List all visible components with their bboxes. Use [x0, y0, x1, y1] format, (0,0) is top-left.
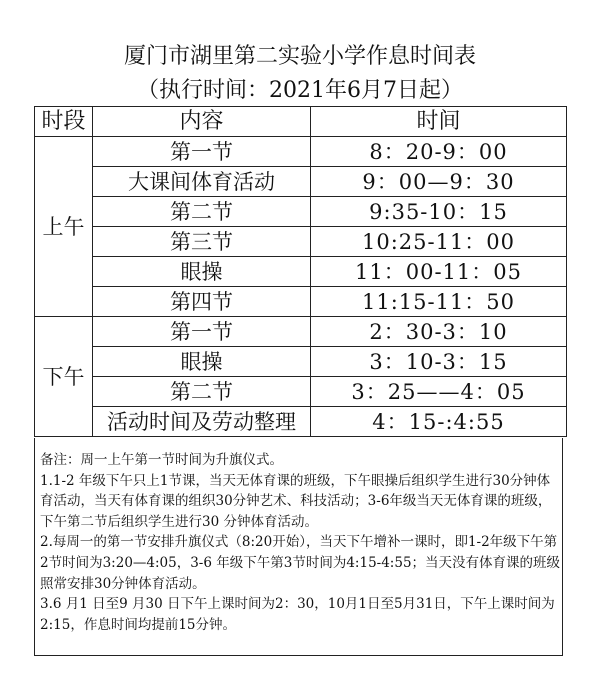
content-cell: 第一节 — [93, 317, 311, 347]
content-cell: 第一节 — [93, 137, 311, 167]
table-row — [35, 347, 567, 377]
content-cell: 第三节 — [93, 227, 311, 257]
page-subtitle: （执行时间：2021年6月7日起） — [137, 78, 463, 103]
header-time: 时间 — [311, 107, 567, 137]
header-content: 内容 — [93, 107, 311, 137]
table-row — [35, 287, 567, 317]
header-period: 时段 — [35, 107, 93, 137]
time-cell: 3：10-3：15 — [311, 347, 567, 377]
time-cell: 8：20-9：00 — [311, 137, 567, 167]
table-row — [35, 257, 567, 287]
note-item-1: 1.1-2 年级下午只上1节课，当天无体育课的班级，下午眼操后组织学生进行30分钟体育活动，当天有体育课的组织30分钟艺术、科技活动；3-6年级当天无体育课的班级，下午第二节后组织学生进行30 分钟体育活动。 — [40, 472, 552, 530]
header-row — [35, 107, 567, 137]
notes-section — [34, 438, 563, 656]
time-cell: 9:35-10：15 — [311, 197, 567, 227]
time-cell: 10:25-11：00 — [311, 227, 567, 257]
time-cell: 2：30-3：10 — [311, 317, 567, 347]
time-cell: 11:15-11：50 — [311, 287, 567, 317]
time-cell: 4：15-:4:55 — [311, 407, 567, 437]
content-cell: 第二节 — [93, 377, 311, 407]
table-row — [35, 317, 567, 347]
table-row — [35, 197, 567, 227]
table-row — [35, 167, 567, 197]
schedule-table — [34, 106, 567, 437]
time-cell: 9：00—9：30 — [311, 167, 567, 197]
table-row — [35, 377, 567, 407]
note-intro: 备注：周一上午第一节时间为升旗仪式。 — [40, 452, 283, 468]
time-cell: 11：00-11：05 — [311, 257, 567, 287]
content-cell: 第四节 — [93, 287, 311, 317]
content-cell: 眼操 — [93, 257, 311, 287]
time-cell: 3：25——4：05 — [311, 377, 567, 407]
page-title: 厦门市湖里第二实验小学作息时间表 — [123, 44, 476, 69]
table-row — [35, 407, 567, 437]
period-morning: 上午 — [35, 137, 93, 317]
period-afternoon: 下午 — [35, 317, 93, 437]
content-cell: 眼操 — [93, 347, 311, 377]
table-row — [35, 227, 567, 257]
table-row — [35, 137, 567, 167]
note-item-2: 2.每周一的第一节安排升旗仪式（8:20开始），当天下午增补一课时，即1-2年级下午第2节时间为3:20—4:05，3-6 年级下午第3节时间为4:15-4:55；当天没有体育课的班级照常安排30分钟体育活动。 — [40, 534, 561, 592]
note-item-3: 3.6 月1 日至9 月30 日下午上课时间为2：30，10月1日至5月31日，下午上课时间为2:15，作息时间均提前15分钟。 — [40, 596, 555, 633]
content-cell: 第二节 — [93, 197, 311, 227]
content-cell: 大课间体育活动 — [93, 167, 311, 197]
content-cell: 活动时间及劳动整理 — [93, 407, 311, 437]
